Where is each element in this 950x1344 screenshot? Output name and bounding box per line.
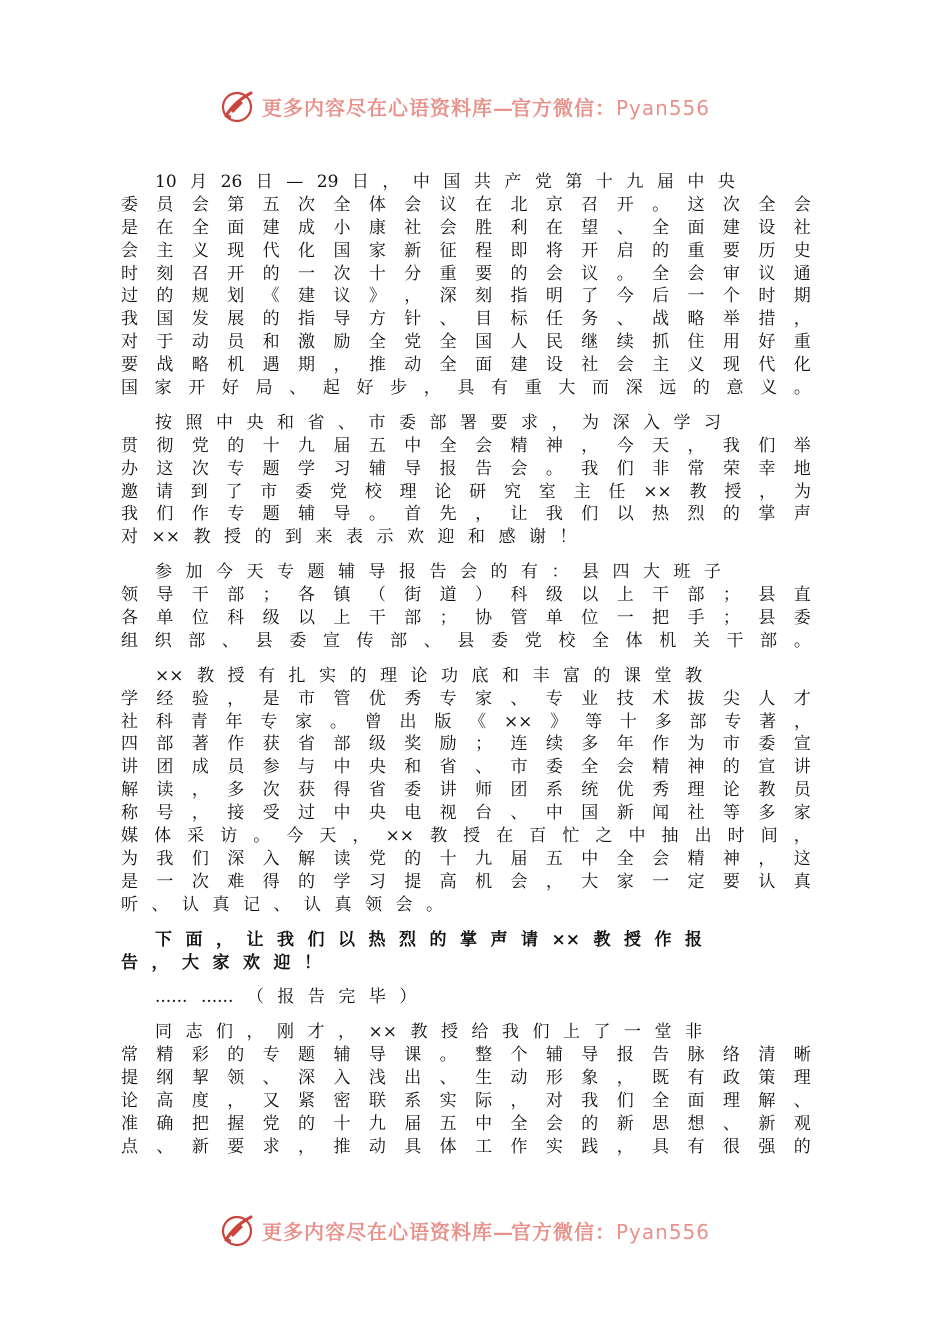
paragraph	[121, 986, 811, 1009]
text-line: 组 织 部 、 县 委 宣 传 部 、 县 委 党 校 全 体 机 关 干 部 。	[121, 630, 811, 651]
text-line: 时 刻 召 开 的 一 次 十 分 重 要 的 会 议 。 全 会 审 议 通	[121, 263, 811, 284]
paragraph	[121, 1021, 811, 1158]
text-line: 讲 团 成 员 参 与 中 央 和 省 、 市 委 全 会 精 神 的 宣 讲	[121, 757, 811, 778]
text-line: 听 、 认 真 记 、 认 真 领 会 。	[121, 894, 443, 915]
paragraph	[121, 929, 811, 975]
text-line: 领 导 干 部 ； 各 镇 （ 街 道 ） 科 级 以 上 干 部 ； 县 直	[121, 585, 811, 606]
text-line: 解 读 ， 多 次 获 得 省 委 讲 师 团 系 统 优 秀 理 论 教 员	[121, 780, 811, 801]
paragraph	[121, 561, 811, 653]
paragraph	[121, 171, 811, 400]
text-line: 对 ×× 教 授 的 到 来 表 示 欢 迎 和 感 谢 ！	[121, 527, 577, 548]
text-line: 对 于 动 员 和 激 励 全 党 全 国 人 民 继 续 抓 住 用 好 重	[121, 332, 811, 353]
header-banner	[0, 82, 950, 126]
text-line: 过 的 规 划 《 建 议 》 ， 深 刻 指 明 了 今 后 一 个 时 期	[121, 286, 811, 307]
text-line: 委 员 会 第 五 次 全 体 会 议 在 北 京 召 开 。 这 次 全 会	[121, 194, 811, 215]
text-line: 我 们 作 专 题 辅 导 。 首 先 ， 让 我 们 以 热 烈 的 掌 声	[121, 504, 811, 525]
text-line: 办 这 次 专 题 学 习 辅 导 报 告 会 。 我 们 非 常 荣 幸 地	[121, 458, 811, 479]
text-line: 贯 彻 党 的 十 九 届 五 中 全 会 精 神 ， 今 天 ， 我 们 举	[121, 435, 811, 456]
text-line: 常 精 彩 的 专 题 辅 导 课 。 整 个 辅 导 报 告 脉 络 清 晰	[121, 1045, 811, 1066]
footer-banner	[0, 1206, 950, 1250]
document-body	[121, 171, 811, 1171]
text-line: 要 战 略 机 遇 期 ， 推 动 全 面 建 设 社 会 主 义 现 代 化	[121, 355, 811, 376]
text-line: 会 主 义 现 代 化 国 家 新 征 程 即 将 开 启 的 重 要 历 史	[121, 240, 811, 261]
text-line: 社 科 青 年 专 家 。 曾 出 版 《 ×× 》 等 十 多 部 专 著 ，	[121, 711, 811, 732]
text-line: ...... ...... （ 报 告 完 毕 ）	[121, 987, 417, 1008]
text-line: 邀 请 到 了 市 委 党 校 理 论 研 究 室 主 任 ×× 教 授 ， 为	[121, 481, 811, 502]
text-line: ×× 教 授 有 扎 实 的 理 论 功 底 和 丰 富 的 课 堂 教	[121, 665, 702, 686]
pen-logo-icon	[220, 1212, 256, 1248]
text-line: 按 照 中 央 和 省 、 市 委 部 署 要 求 ， 为 深 入 学 习	[121, 412, 721, 433]
banner-text: 更多内容尽在心语资料库—官方微信：Pyan556	[262, 1219, 711, 1244]
pen-logo-icon	[220, 88, 256, 124]
text-line: 是 在 全 面 建 成 小 康 社 会 胜 利 在 望 、 全 面 建 设 社	[121, 217, 811, 238]
text-line: 各 单 位 科 级 以 上 干 部 ； 协 管 单 位 一 把 手 ； 县 委	[121, 608, 811, 629]
paragraph	[121, 665, 811, 917]
text-line: 我 国 发 展 的 指 导 方 针 、 目 标 任 务 、 战 略 举 措 ，	[121, 309, 811, 330]
text-line: 提 纲 挈 领 、 深 入 浅 出 、 生 动 形 象 ， 既 有 政 策 理	[121, 1068, 811, 1089]
text-line: 论 高 度 ， 又 紧 密 联 系 实 际 ， 对 我 们 全 面 理 解 、	[121, 1090, 811, 1111]
text-line: 点 、 新 要 求 ， 推 动 具 体 工 作 实 践 ， 具 有 很 强 的	[121, 1136, 811, 1157]
text-line: 10 月 26 日 — 29 日 ， 中 国 共 产 党 第 十 九 届 中 央	[121, 172, 735, 192]
text-line: 下 面 ， 让 我 们 以 热 烈 的 掌 声 请 ×× 教 授 作 报	[121, 929, 702, 950]
text-line: 参 加 今 天 专 题 辅 导 报 告 会 的 有 ： 县 四 大 班 子	[121, 562, 721, 583]
text-line: 告 ， 大 家 欢 迎 ！	[121, 952, 321, 973]
text-line: 为 我 们 深 入 解 读 党 的 十 九 届 五 中 全 会 精 神 ， 这	[121, 848, 811, 869]
paragraph	[121, 412, 811, 549]
text-line: 四 部 著 作 获 省 部 级 奖 励 ； 连 续 多 年 作 为 市 委 宣	[121, 734, 811, 755]
text-line: 称 号 ， 接 受 过 中 央 电 视 台 、 中 国 新 闻 社 等 多 家	[121, 803, 811, 824]
banner-text: 更多内容尽在心语资料库—官方微信：Pyan556	[262, 95, 711, 120]
text-line: 媒 体 采 访 。 今 天 ， ×× 教 授 在 百 忙 之 中 抽 出 时 间 ，	[121, 826, 811, 847]
text-line: 准 确 把 握 党 的 十 九 届 五 中 全 会 的 新 思 想 、 新 观	[121, 1113, 811, 1134]
text-line: 同 志 们 ， 刚 才 ， ×× 教 授 给 我 们 上 了 一 堂 非	[121, 1022, 702, 1043]
text-line: 国 家 开 好 局 、 起 好 步 ， 具 有 重 大 而 深 远 的 意 义 。	[121, 378, 811, 399]
text-line: 是 一 次 难 得 的 学 习 提 高 机 会 ， 大 家 一 定 要 认 真	[121, 871, 811, 892]
text-line: 学 经 验 ， 是 市 管 优 秀 专 家 、 专 业 技 术 拔 尖 人 才	[121, 688, 811, 709]
